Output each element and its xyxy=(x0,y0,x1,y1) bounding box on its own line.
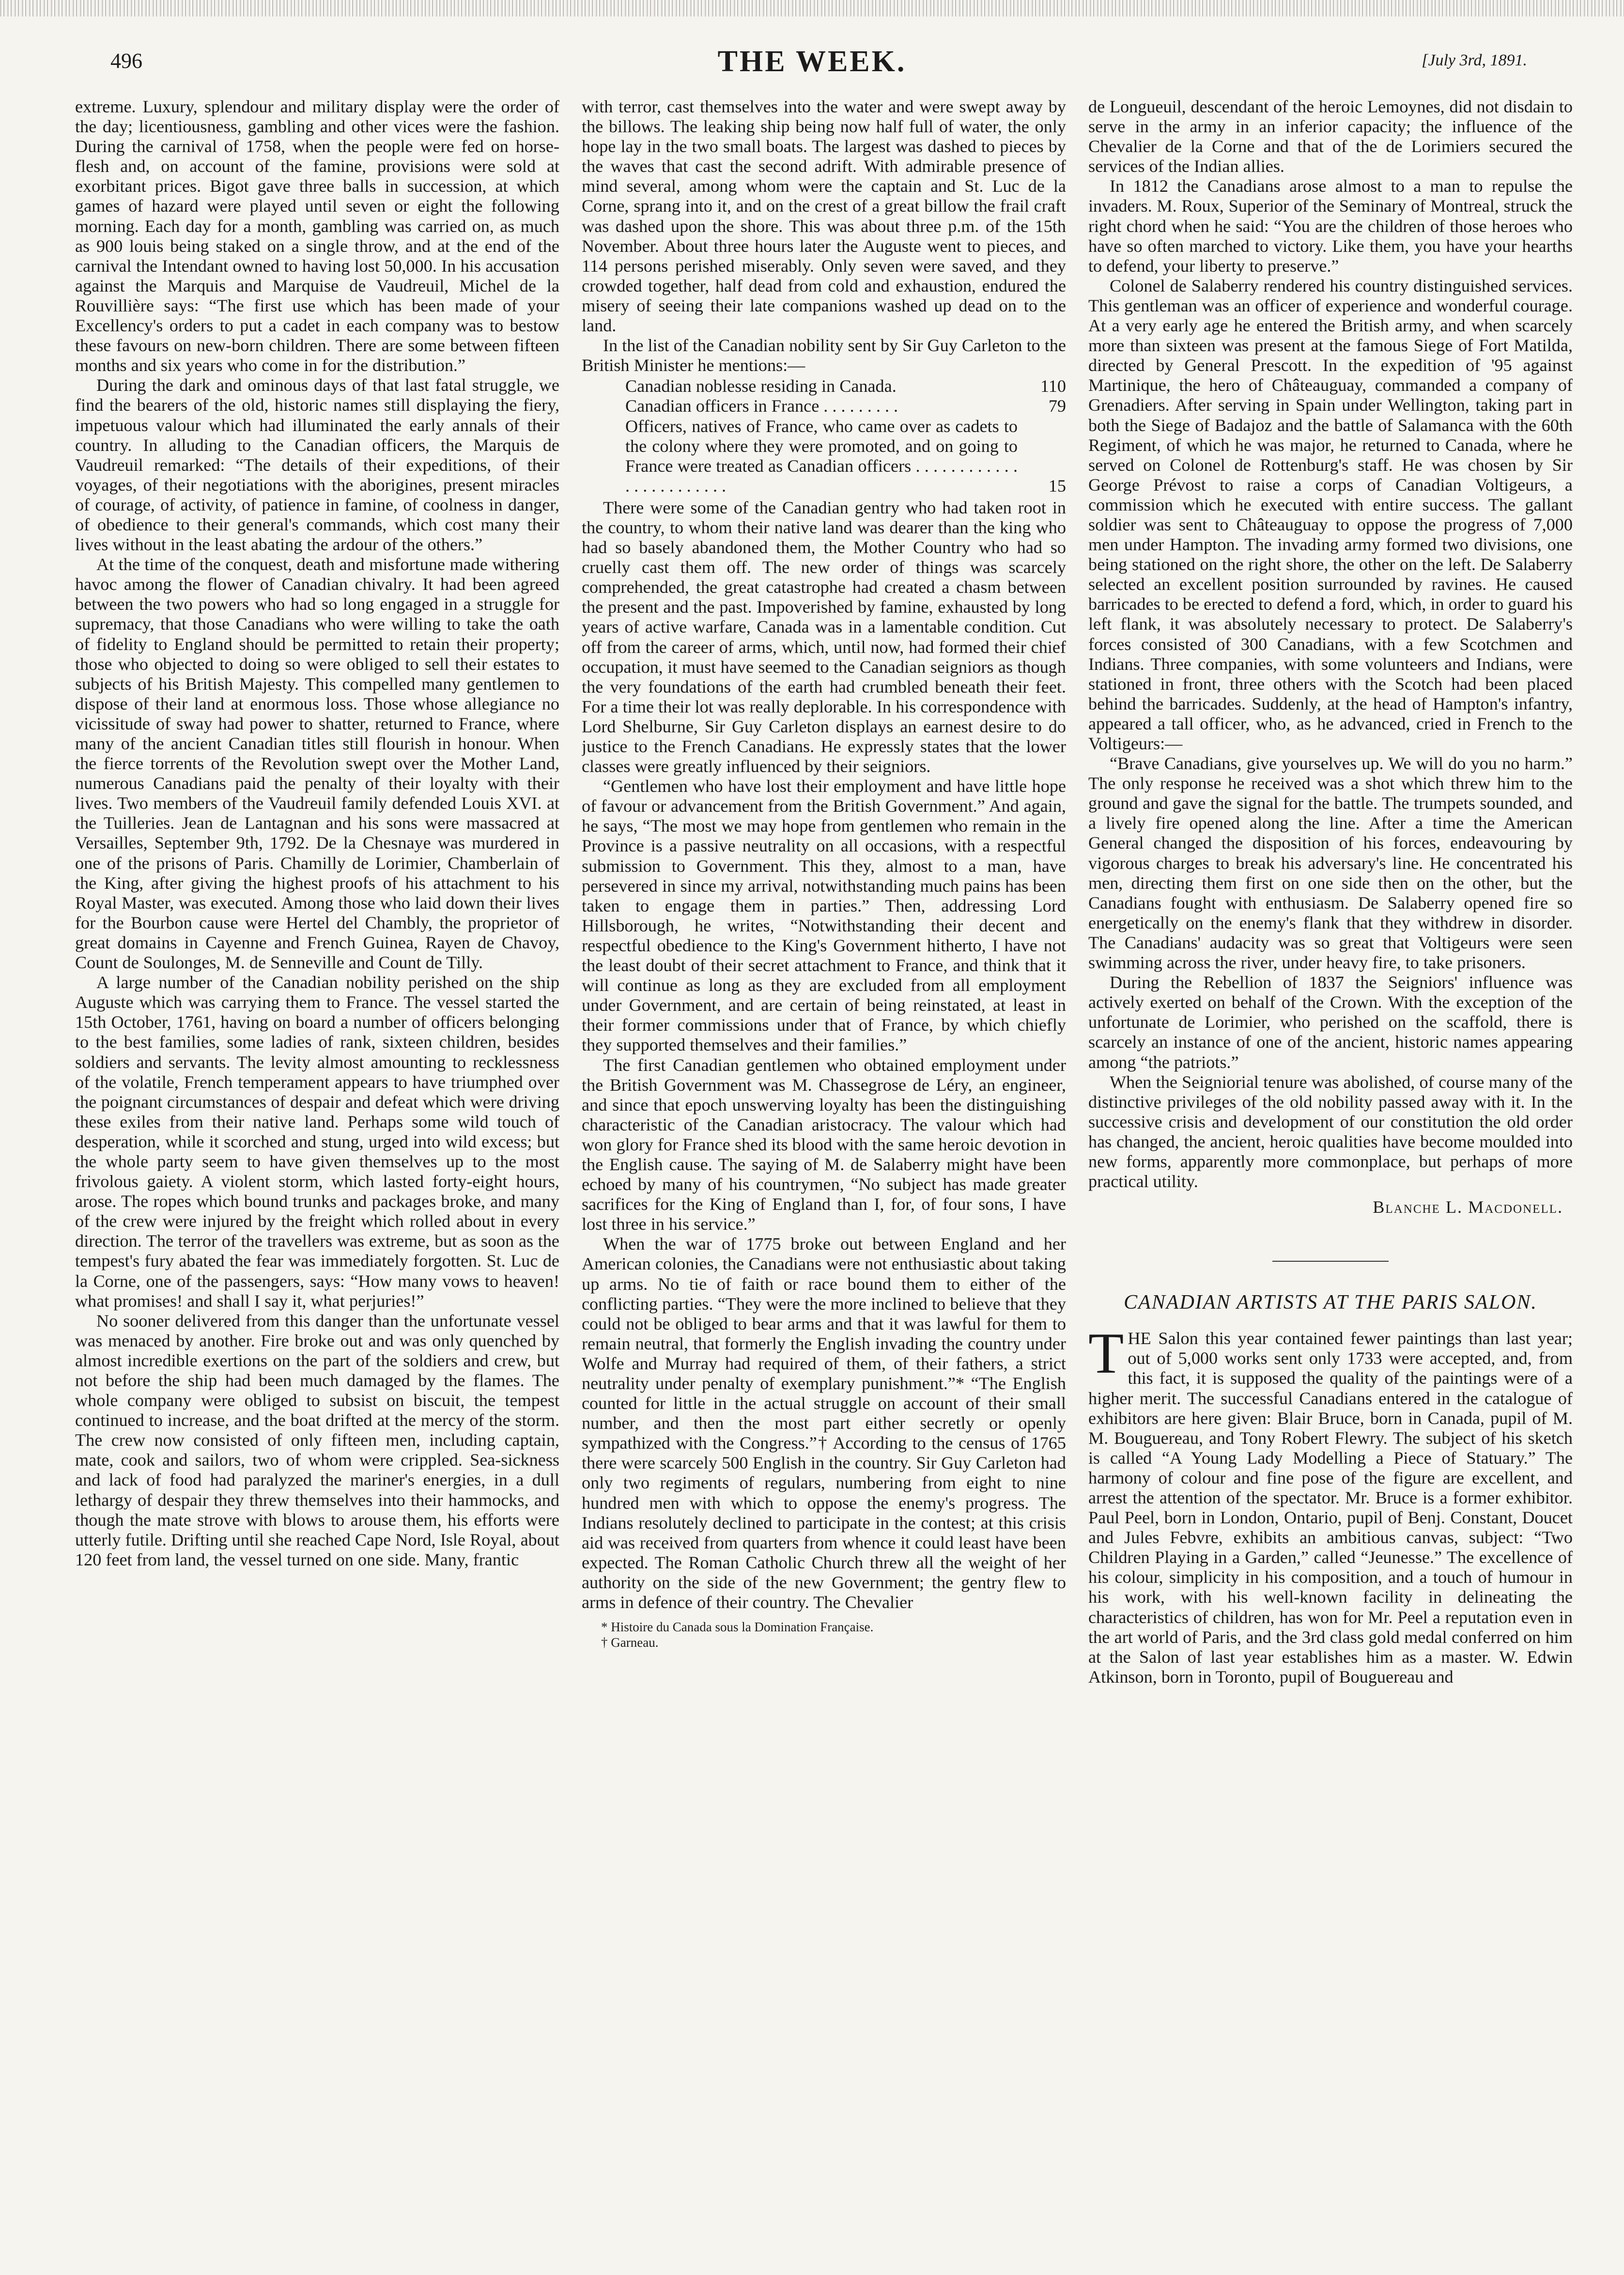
article-text: HE Salon this year contained fewer paintings than last year; out of 5,000 works sent only 1733 were accepted, and, from this fact, it is supposed the quality of the paintings were of a higher merit. The successful Canadians entered in the catalogue of exhibitors are here given: Blair Bruce, born in Canada, pupil of M. M. Bouguereau, and Tony Robert Flewry. The subject of his sketch is called “A Young Lady Modelling a Piece of Statuary.” The harmony of colour and fine pose of the figure are excellent, and arrest the attention of the spectator. Mr. Bruce is a former exhibitor. Paul Peel, born in London, Ontario, pupil of Benj. Constant, Doucet and Jules Febvre, exhibits an ambitious canvas, subject: “Two Children Playing in a Garden,” called “Jeunesse.” The excellence of his colour, simplicity in his composition, and a touch of humour in his work, with his well-known facility in delineating the characteristics of children, has won for Mr. Peel a reputation even in the art world of Paris, and the 3rd class gold medal conferred on him at the Salon of last year establishes him as a master. W. Edwin Atkinson, born in Toronto, pupil of Bouguereau and xyxy=(1088,1329,1573,1687)
paragraph: de Longueuil, descendant of the heroic Lemoynes, did not disdain to serve in the army in an inferior capacity; the influence of the Chevalier de la Corne and that of the de Lorimiers secured the services of the Indian allies. xyxy=(1088,97,1573,176)
paragraph: In the list of the Canadian nobility sent by Sir Guy Carleton to the British Minister he mentions:— xyxy=(582,336,1066,375)
list-item-label: Canadian noblesse residing in Canada. xyxy=(625,376,897,396)
section-divider xyxy=(1272,1261,1389,1262)
list-item-label: Canadian officers in France . . . . . . . . . xyxy=(625,396,898,416)
paragraph: “Brave Canadians, give yourselves up. We will do you no harm.” The only response he received was a shot which threw him to the ground and gave the signal for the battle. The trumpets sounded, and a lively fire opened along the line. After a time the American General changed the disposition of his forces, endeavouring by vigorous charges to break his adversary's line. He concentrated his men, directing them first on one side then on the other, but the Canadians fought with enthusiasm. De Salaberry opened fire so energetically on the enemy's flank that they withdrew in disorder. The Canadians' audacity was so great that Voltigeurs were seen swimming across the river, under heavy fire, to take prisoners. xyxy=(1088,754,1573,973)
nobility-list xyxy=(582,376,1066,496)
list-item-value: 79 xyxy=(1048,396,1066,416)
author-signature: Blanche L. Macdonell. xyxy=(1373,1197,1563,1217)
paragraph: The first Canadian gentlemen who obtained employment under the British Government was M. Chassegrose de Léry, an engineer, and since that epoch unswerving loyalty has been the distinguishing characteristic of the Canadian aristocracy. The valour which had won glory for France shed its blood with the same heroic devotion in the English cause. The saying of M. de Salaberry might have been echoed by many of his countrymen, “No subject has made greater sacrifices for the King of England than I, for, of four sons, I have lost three in his service.” xyxy=(582,1055,1066,1234)
article-paragraph xyxy=(1088,1321,1573,1687)
paragraph: “Gentlemen who have lost their employment and have little hope of favour or advancement from the British Government.” And again, he says, “The most we may hope from gentlemen who remain in the Province is a passive neutrality on all occasions, with a respectful submission to Government. This they, almost to a man, have persevered in since my arrival, notwithstanding much pains has been taken to engage them in parties.” Then, addressing Lord Hillsborough, he writes, “Notwithstanding their decent and respectful obedience to the King's Government hitherto, I have not the least doubt of their secret attachment to France, and think that it will continue as long as they are excluded from all employment under Government, and are certain of being reinstated, at least in their former commissions under that of France, by which chiefly they supported themselves and their families.” xyxy=(582,776,1066,1055)
page-header xyxy=(0,45,1624,82)
footnotes xyxy=(582,1619,1066,1650)
issue-date: [July 3rd, 1891. xyxy=(1422,51,1527,69)
list-item-value: 110 xyxy=(1040,376,1066,396)
list-item xyxy=(625,396,1066,416)
page-number: 496 xyxy=(110,49,142,73)
paragraph: Colonel de Salaberry rendered his country distinguished services. This gentleman was an officer of experience and wonderful courage. At a very early age he entered the British army, and when scarcely more than sixteen was present at the famous Siege of Fort Matilda, directed by General Prescott. In the expedition of '95 against Martinique, the hero of Châteauguay, commanded a company of Grenadiers. After serving in Spain under Wellington, taking part in both the Siege of Badajoz and the battle of Salamanca with the 60th Regiment, of which he was major, he returned to Canada, where he served on Colonel de Rottenburg's staff. He was chosen by Sir George Prévost to raise a corps of Canadian Voltigeurs, a commission which he executed with entire success. The gallant soldier was sent to Châteauguay to oppose the progress of 7,000 men under Hampton. The invading army formed two divisions, one being stationed on the right shore, the other on the left. De Salaberry selected an excellent position surrounded by ravines. He caused barricades to be erected to defend a ford, which, in order to guard his left flank, it was absolutely necessary to protect. De Salaberry's forces consisted of 300 Canadians, with a few Scotchmen and Indians. Three companies, with some volunteers and Indians, were stationed in front, three others with the Scotch had been placed behind the barricades. Suddenly, at the head of Hampton's infantry, appeared a tall officer, who, as he advanced, cried in French to the Voltigeurs:— xyxy=(1088,276,1573,753)
paragraph: with terror, cast themselves into the water and were swept away by the billows. The leaking ship being now half full of water, the only hope lay in the two small boats. The largest was dashed to pieces by the waves that cast the second adrift. With admirable presence of mind several, among whom were the captain and St. Luc de la Corne, sprang into it, and on the crest of a great billow the frail craft was dashed upon the shore. This was about three p.m. of the 15th November. About three hours later the Auguste went to pieces, and 114 persons perished miserably. Only seven were saved, and they crowded together, half dead from cold and exhaustion, endured the misery of seeing their late companions washed up dead on to the land. xyxy=(582,97,1066,336)
paragraph: During the dark and ominous days of that last fatal struggle, we find the bearers of the old, historic names still displaying the fiery, impetuous valour which had illuminated the early annals of their country. In alluding to the Canadian officers, the Marquis de Vaudreuil remarked: “The details of their expeditions, of their voyages, of their negotiations with the aborigines, present miracles of courage, of activity, of patience in famine, of coolness in danger, of obedience to their general's commands, which cost many their lives without in the least abating the ardour of the others.” xyxy=(75,375,559,555)
paragraph: A large number of the Canadian nobility perished on the ship Auguste which was carrying them to France. The vessel started the 15th October, 1761, having on board a number of officers belonging to the best families, some ladies of rank, sixteen children, besides soldiers and servants. The levity almost amounting to recklessness of the volatile, French temperament appears to have triumphed over the poignant circumstances of despair and defeat which were driving these exiles from their native land. Perhaps some wild touch of desperation, while it scorched and stung, urged into wild excess; but the whole party seem to have given themselves up to the most frivolous gaiety. A violent storm, which lasted forty-eight hours, arose. The ropes which bound trunks and packages broke, and many of the crew were injured by the freight which rolled about in every direction. The terror of the travellers was extreme, but as soon as the tempest's fury abated the fear was immediately forgotten. St. Luc de la Corne, one of the passengers, says: “How many vows to heaven! what promises! and shall I say it, what perjuries!” xyxy=(75,973,559,1311)
list-item xyxy=(625,417,1066,496)
paragraph: In 1812 the Canadians arose almost to a man to repulse the invaders. M. Roux, Superior of the Seminary of Montreal, struck the right chord when he said: “You are the children of those heroes who have so often marched to victory. Like them, you have your hearths to defend, your liberty to preserve.” xyxy=(1088,176,1573,276)
paragraph: When the war of 1775 broke out between England and her American colonies, the Canadians were not enthusiastic about taking up arms. No tie of faith or race bound them to either of the conflicting parties. “They were the more inclined to believe that they could not be obliged to bear arms and that it was lawful for them to remain neutral, that formerly the English invading the country under Wolfe and Murray had required of them, of their fathers, a strict neutrality under penalty of exemplary punishment.”* “The English counted for little in the actual struggle on account of their small number, and then the most part either secretly or openly sympathized with the Congress.”† According to the census of 1765 there were scarcely 500 English in the country. Sir Guy Carleton had only two regiments of regulars, numbering from eight to nine hundred men with which to oppose the enemy's progress. The Indians resolutely declined to participate in the contest; at this crisis aid was received from quarters from whence it could least have been expected. The Roman Catholic Church threw all the weight of her authority on the side of the new Government; the gentry flew to arms in defence of their country. The Chevalier xyxy=(582,1234,1066,1612)
footnote: † Garneau. xyxy=(601,1635,659,1650)
scan-edge-noise xyxy=(0,0,1624,16)
article-title: CANADIAN ARTISTS AT THE PARIS SALON. xyxy=(1124,1291,1537,1314)
list-item-label: Officers, natives of France, who came over as cadets to the colony where they were promoted, and on going to France were treated as Canadian officers . . . . . . . . . . . . . . . . . . . . . . . . xyxy=(625,416,1018,495)
footnote: * Histoire du Canada sous la Domination Française. xyxy=(601,1620,874,1635)
masthead: THE WEEK. xyxy=(717,45,907,78)
list-item-value: 15 xyxy=(1048,476,1066,495)
list-item xyxy=(625,376,1066,396)
paragraph: At the time of the conquest, death and misfortune made withering havoc among the flower of Canadian chivalry. It had been agreed between the two powers who had so long engaged in a struggle for supremacy, that those Canadians who were willing to take the oath of fidelity to England should be permitted to retain their property; those who objected to doing so were obliged to sell their estates to subjects of his British Majesty. This compelled many gentlemen to dispose of their land at enormous loss. Those whose allegiance no vicissitude of sway had power to shatter, returned to France, where many of the ancient Canadian titles still flourish in honour. When the fierce torrents of the Revolution swept over the Mother Land, numerous Canadians paid the penalty of their loyalty with their lives. Two members of the Vaudreuil family defended Louis XVI. at the Tuilleries. Jean de Lantagnan and his sons were massacred at Versailles, September 9th, 1792. De la Chesnaye was murdered in one of the prisons of Paris. Chamilly de Lorimier, Chamberlain of the King, after giving the highest proofs of his attachment to his Royal Master, was executed. Among those who laid down their lives for the Bourbon cause were Hertel del Chambly, the proprietor of great domains in Cayenne and French Guinea, Rayen de Chavoy, Count de Soulonges, M. de Senneville and Count de Tilly. xyxy=(75,555,559,973)
paragraph: When the Seigniorial tenure was abolished, of course many of the distinctive privileges of the old nobility passed away with it. In the successive crisis and development of our constitution the old order has changed, the ancient, heroic qualities have become moulded into new forms, apparently more commonplace, but perhaps of more practical utility. xyxy=(1088,1072,1573,1192)
column-1 xyxy=(75,97,559,2267)
paragraph: No sooner delivered from this danger than the unfortunate vessel was menaced by another. Fire broke out and was only quenched by almost incredible exertions on the part of the soldiers and crew, but not before the ship had been much damaged by the flames. The whole company were obliged to subsist on biscuit, the tempest continued to increase, and the boat drifted at the mercy of the storm. The crew now consisted of only fifteen men, including captain, mate, cook and sailors, two of whom were crippled. Sea-sickness and lack of food had paralyzed the mariner's energies, in a dull lethargy of despair they threw themselves into their hammocks, and though the mate strove with blows to arouse them, his efforts were utterly futile. Drifting until she reached Cape Nord, Isle Royal, about 120 feet from land, the vessel turned on one side. Many, frantic xyxy=(75,1311,559,1569)
drop-cap: T xyxy=(1088,1321,1124,1386)
paragraph: During the Rebellion of 1837 the Seigniors' influence was actively exerted on behalf of the Crown. With the exception of the unfortunate de Lorimier, who perished on the scaffold, there is scarcely an instance of one of the ancient, historic names appearing among “the patriots.” xyxy=(1088,973,1573,1072)
column-3 xyxy=(1088,97,1573,2267)
column-2 xyxy=(582,97,1066,2267)
paragraph: extreme. Luxury, splendour and military display were the order of the day; licentiousness, gambling and other vices were the fashion. During the carnival of 1758, when the people were fed on horse-flesh and, on account of the famine, provisions were sold at exorbitant prices. Bigot gave three balls in succession, at which games of hazard were played until seven or eight the following morning. Each day for a month, gambling was carried on, as much as 900 louis being staked on a single throw, and at the end of the carnival the Intendant owned to having lost 50,000. In his accusation against the Marquis and Marquise de Vaudreuil, Michel de la Rouvillière says: “The first use which has been made of your Excellency's orders to put a cadet in each company was to bestow these favours on new-born children. There are some between fifteen months and six years who come in for the distribution.” xyxy=(75,97,559,375)
paragraph: There were some of the Canadian gentry who had taken root in the country, to whom their native land was dearer than the king who had so basely abandoned them, the Mother Country who had so cruelly cast them off. The new order of things was scarcely comprehended, the great catastrophe had created a chasm between the present and the past. Impoverished by famine, exhausted by long years of active warfare, Canada was in a lamentable condition. Cut off from the career of arms, which, until now, had formed their chief occupation, it must have seemed to the Canadian seigniors as though the very foundations of the earth had crumbled beneath their feet. For a time their lot was really deplorable. In his correspondence with Lord Shelburne, Sir Guy Carleton displays an earnest desire to do justice to the French Canadians. He expressly states that the lower classes were greatly influenced by their seigniors. xyxy=(582,497,1066,776)
